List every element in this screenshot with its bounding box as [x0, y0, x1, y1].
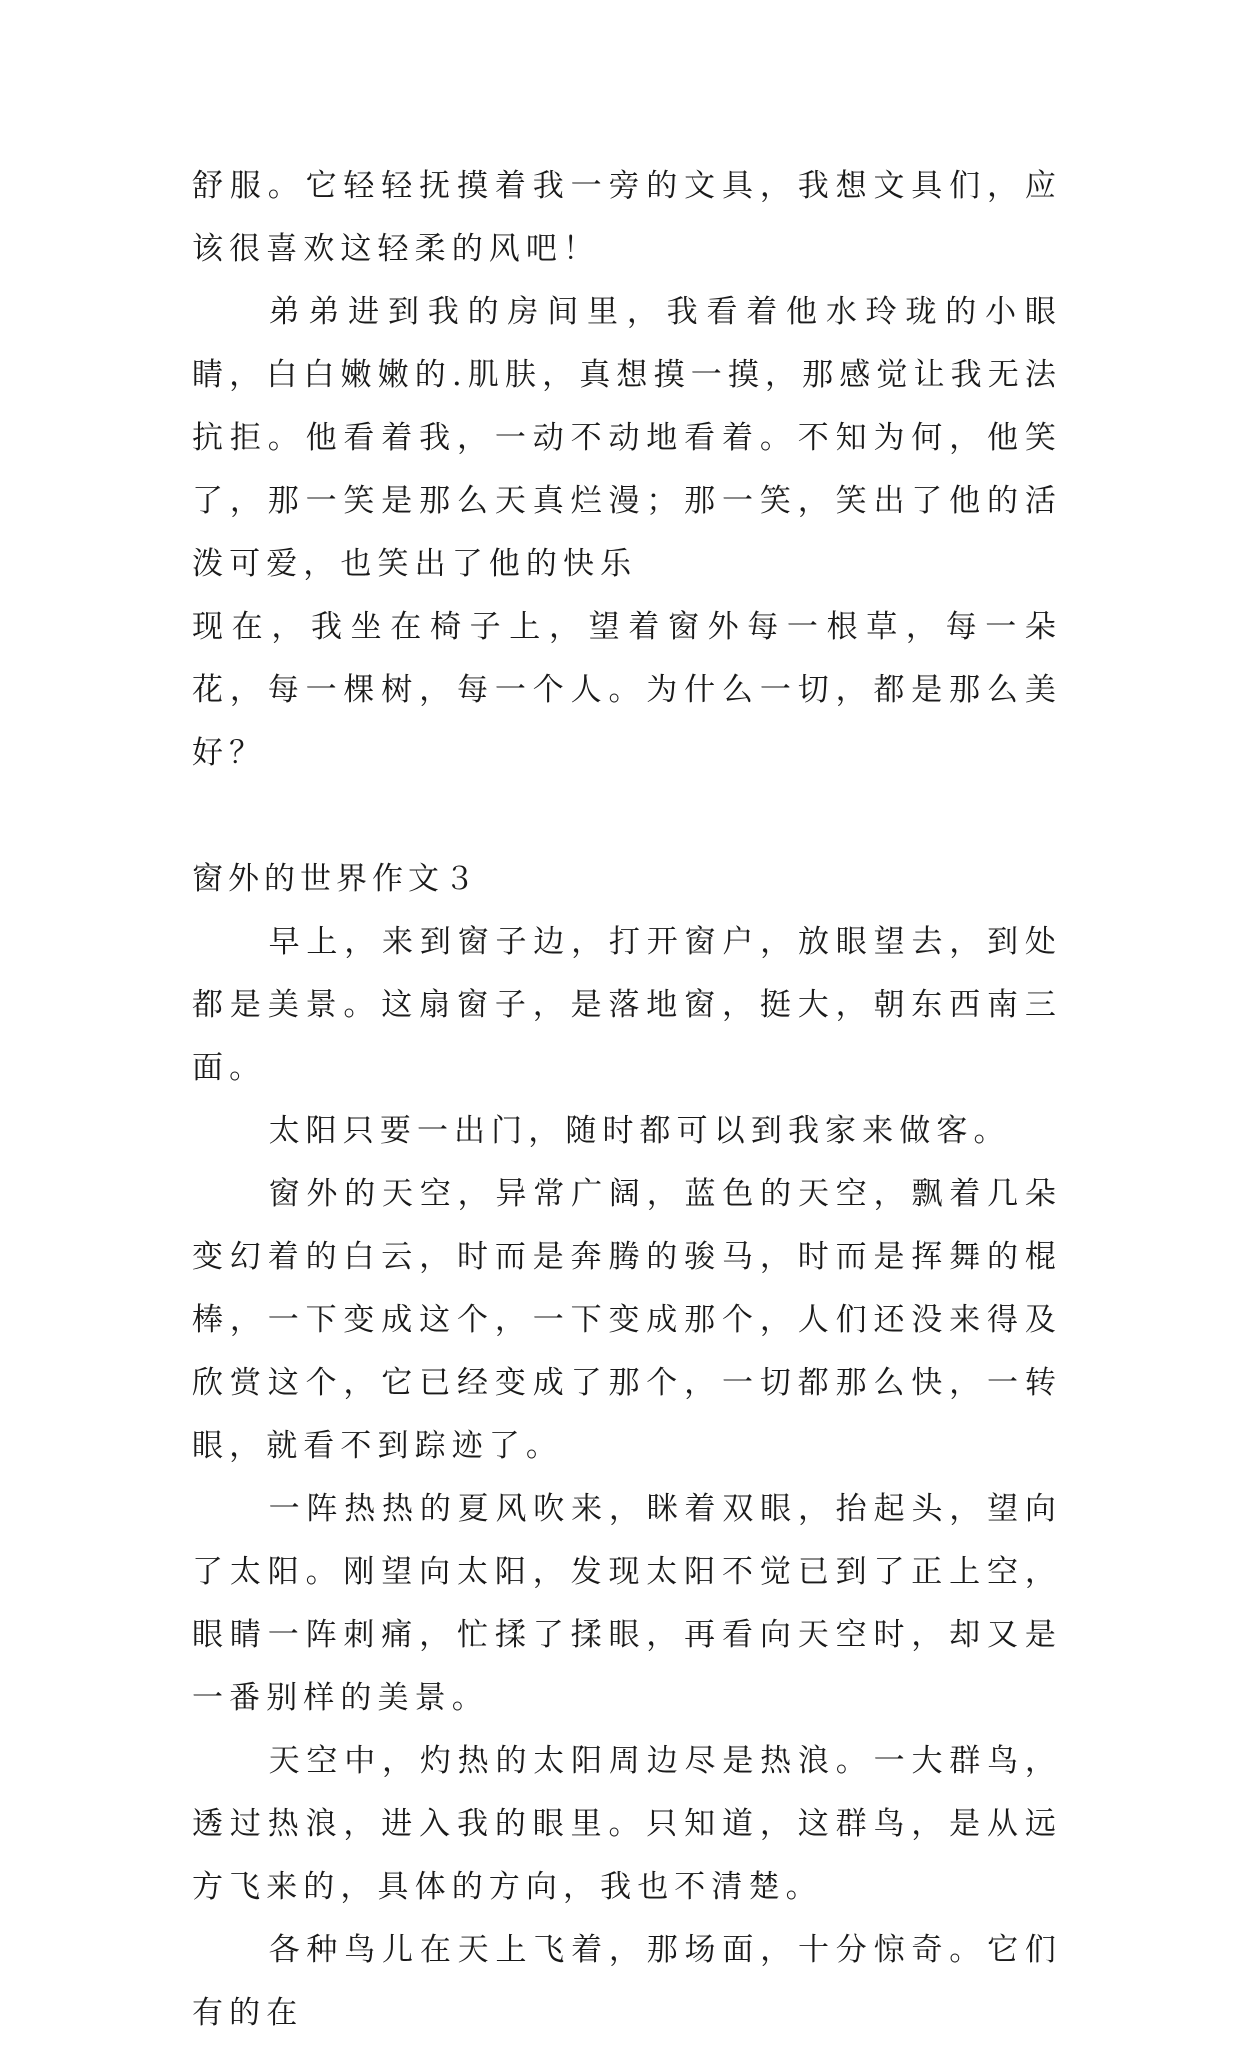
paragraph-brother: 弟弟进到我的房间里，我看着他水玲珑的小眼睛，白白嫩嫩的.肌肤，真想摸一摸，那感觉让我无法抗拒。他看着我，一动不动地看着。不知为何，他笑了，那一笑是那么天真烂漫；那一笑，笑出了他的活泼可爱，也笑出了他的快乐: [192, 294, 1062, 582]
section-gap: [192, 785, 1062, 848]
section-paragraph-sun-guest: 太阳只要一出门，随时都可以到我家来做客。: [268, 1113, 1011, 1149]
paragraph-continued: 舒服。它轻轻抚摸着我一旁的文具，我想文具们，应该很喜欢这轻柔的风吧！: [192, 168, 1062, 267]
section-paragraph-birds: 天空中，灼热的太阳周边尽是热浪。一大群鸟，透过热浪，进入我的眼里。只知道，这群鸟，是从远方飞来的，具体的方向，我也不清楚。: [192, 1743, 1062, 1905]
section-paragraph-summer-wind: 一阵热热的夏风吹来，眯着双眼，抬起头，望向了太阳。刚望向太阳，发现太阳不觉已到了正上空，眼睛一阵刺痛，忙揉了揉眼，再看向天空时，却又是一番别样的美景。: [192, 1491, 1062, 1716]
section-paragraph-sky: 窗外的天空，异常广阔，蓝色的天空，飘着几朵变幻着的白云，时而是奔腾的骏马，时而是挥舞的棍棒，一下变成这个，一下变成那个，人们还没来得及欣赏这个，它已经变成了那个，一切都那么快，一转眼，就看不到踪迹了。: [192, 1176, 1062, 1464]
section-title: 窗外的世界作文３: [192, 861, 480, 897]
paragraph-window-view: 现在，我坐在椅子上，望着窗外每一根草，每一朵花，每一棵树，每一个人。为什么一切，都是那么美好？: [192, 609, 1062, 771]
document-body: [192, 155, 1062, 2045]
section-paragraph-morning: 早上，来到窗子边，打开窗户，放眼望去，到处都是美景。这扇窗子，是落地窗，挺大，朝东西南三面。: [192, 924, 1062, 1086]
section-paragraph-flying: 各种鸟儿在天上飞着，那场面，十分惊奇。它们有的在: [192, 1932, 1062, 2031]
